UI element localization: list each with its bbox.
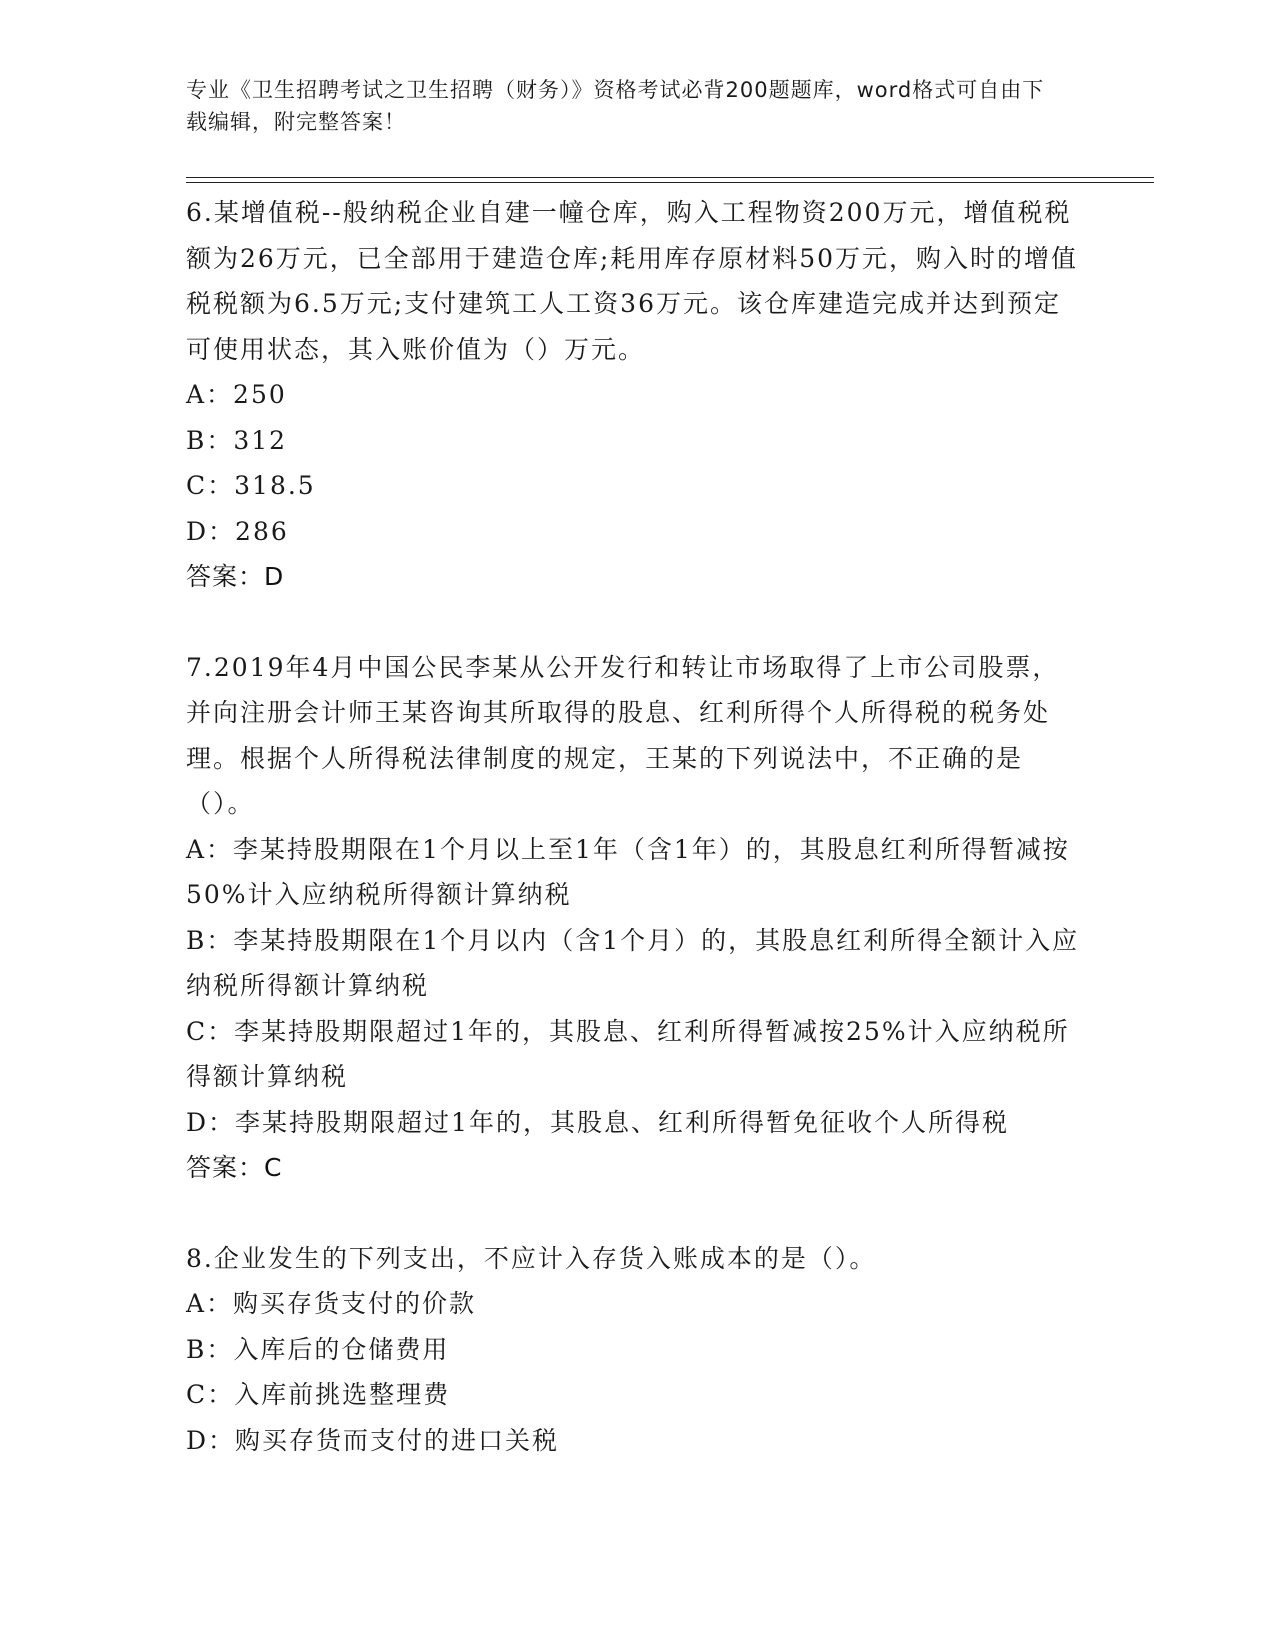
question-spacer	[186, 600, 1086, 645]
option-a: A：李某持股期限在1个月以上至1年（含1年）的，其股息红利所得暂减按50%计入应纳税所得额计算纳税	[186, 834, 1070, 909]
document-header: 专业《卫生招聘考试之卫生招聘（财务）》资格考试必背200题题库，word格式可自由下载编辑，附完整答案！	[186, 78, 1045, 134]
option-d: D：286	[186, 516, 289, 546]
option-b: B：312	[186, 425, 288, 455]
question-spacer	[186, 1191, 1086, 1236]
answer-label: 答案：C	[186, 1153, 283, 1182]
option-b: B：入库后的仓储费用	[186, 1334, 450, 1364]
option-c: C：入库前挑选整理费	[186, 1380, 451, 1409]
question-stem: 7.2019年4月中国公民李某从公开发行和转让市场取得了上市公司股票，并向注册会计师王某咨询其所取得的股息、红利所得个人所得税的税务处理。根据个人所得税法律制度的规定，王某的下列说法中，不正确的是（）。	[186, 652, 1060, 818]
question-8	[186, 1236, 1086, 1464]
option-a: A：250	[186, 380, 287, 409]
option-a: A：购买存货支付的价款	[186, 1289, 477, 1318]
header-divider-top	[186, 177, 1154, 178]
answer-label: 答案：D	[186, 562, 285, 591]
option-d: D：购买存货而支付的进口关税	[186, 1425, 560, 1455]
question-list	[186, 190, 1086, 1463]
option-d: D：李某持股期限超过1年的，其股息、红利所得暂免征收个人所得税	[186, 1107, 1009, 1137]
option-c: C：李某持股期限超过1年的，其股息、红利所得暂减按25%计入应纳税所得额计算纳税	[186, 1016, 1070, 1091]
question-stem: 8.企业发生的下列支出，不应计入存货入账成本的是（）。	[186, 1243, 877, 1273]
option-c: C：318.5	[186, 471, 316, 500]
question-stem: 6.某增值税--般纳税企业自建一幢仓库，购入工程物资200万元，增值税税额为26万元，已全部用于建造仓库;耗用库存原材料50万元，购入时的增值税税额为6.5万元;支付建筑工人工资36万元。该仓库建造完成并达到预定可使用状态，其入账价值为（）万元。	[186, 198, 1079, 364]
header-divider-bottom	[186, 182, 1154, 183]
question-7	[186, 645, 1086, 1191]
option-b: B：李某持股期限在1个月以内（含1个月）的，其股息红利所得全额计入应纳税所得额计算纳税	[186, 925, 1080, 1000]
question-6	[186, 190, 1086, 600]
